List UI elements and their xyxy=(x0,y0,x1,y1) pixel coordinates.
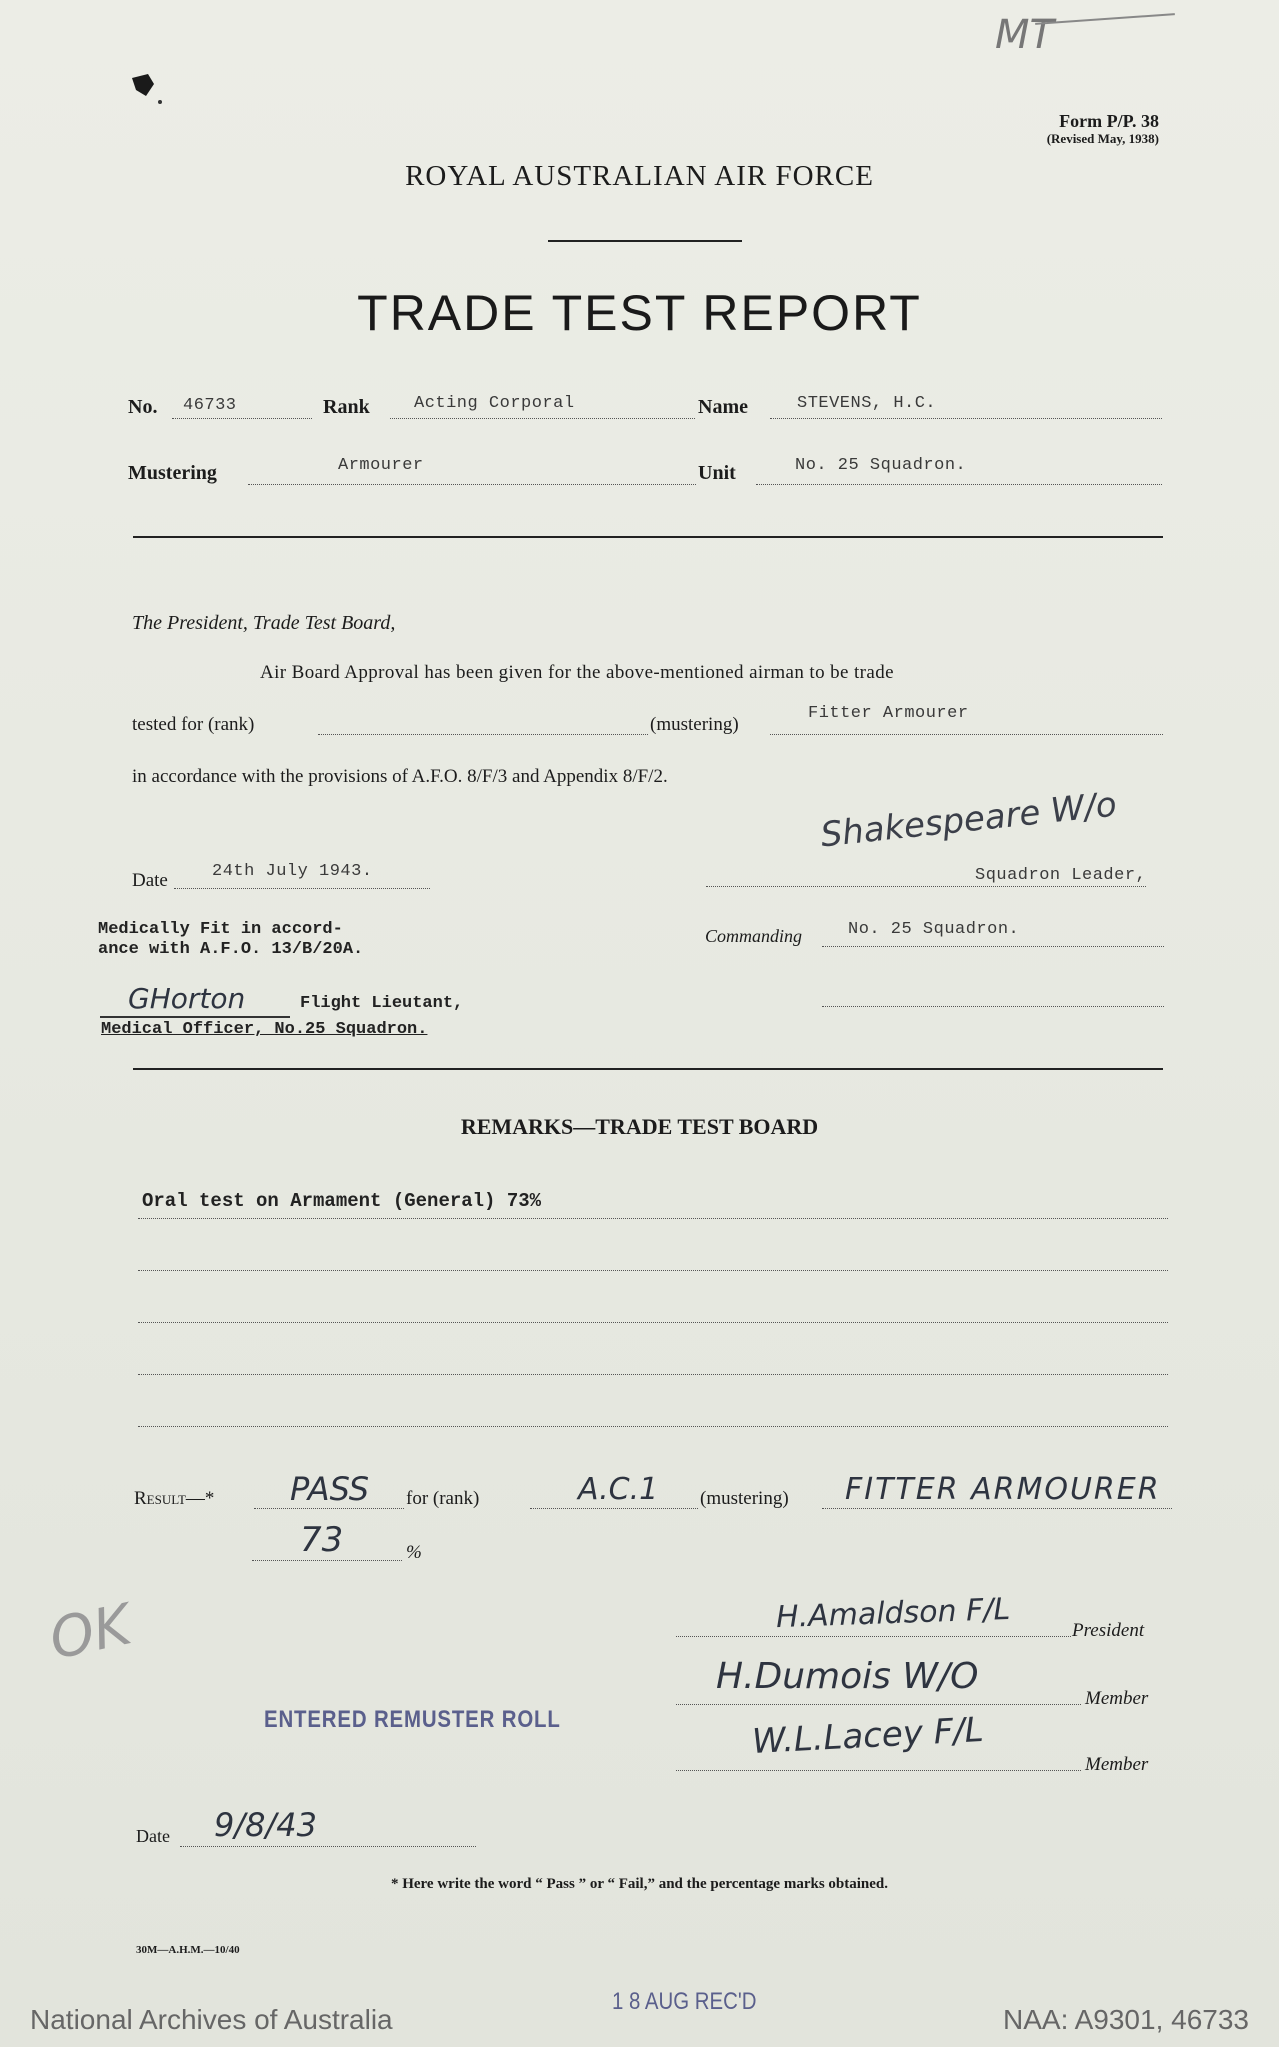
approval-date-value: 24th July 1943. xyxy=(212,862,373,881)
rank-label: Rank xyxy=(323,396,370,418)
result-percent-sign: % xyxy=(406,1542,422,1563)
member-1-label: Member xyxy=(1085,1688,1149,1709)
print-code: 30M—A.H.M.—10/40 xyxy=(136,1944,240,1956)
unit-label: Unit xyxy=(698,462,736,484)
member-2-signature: W.L.Lacey F/L xyxy=(751,1709,985,1763)
footer-date-value: 9/8/43 xyxy=(214,1806,317,1844)
medical-officer-signature: GHorton xyxy=(128,982,246,1015)
title-divider xyxy=(548,240,742,242)
provisions-line: in accordance with the provisions of A.F.O. 8/F/3 and Appendix 8/F/2. xyxy=(132,766,668,787)
approval-line xyxy=(260,662,894,684)
corner-initials-stroke xyxy=(1035,13,1175,25)
medical-signature-rule xyxy=(100,1016,290,1018)
approval-date-label: Date xyxy=(132,870,168,891)
president-signature: H.Amaldson F/L xyxy=(775,1591,1011,1636)
section-divider-1 xyxy=(133,536,1163,538)
member-2-label: Member xyxy=(1085,1754,1149,1775)
form-id: Form P/P. 38 xyxy=(1059,111,1159,131)
name-value: STEVENS, H.C. xyxy=(797,394,937,413)
tested-for-mustering-label: (mustering) xyxy=(650,714,739,735)
result-mustering-value: FITTER ARMOURER xyxy=(845,1472,1161,1507)
footer-date-label: Date xyxy=(136,1826,170,1846)
member-1-signature: H.Dumois W/O xyxy=(716,1656,979,1697)
rank-value: Acting Corporal xyxy=(414,394,575,413)
result-for-rank-label: for (rank) xyxy=(406,1488,480,1509)
tested-for-rank-label: tested for (rank) xyxy=(132,714,255,735)
ok-pencil-mark: OK xyxy=(44,1592,137,1673)
corner-initials: MT xyxy=(995,12,1054,58)
remarks-heading: REMARKS—TRADE TEST BOARD xyxy=(460,1114,819,1139)
ink-blot-mark xyxy=(120,60,170,120)
archive-reference: NAA: A9301, 46733 xyxy=(1003,2004,1249,2035)
result-pass-value: PASS xyxy=(290,1470,370,1508)
medical-officer-rank: Flight Lieutant, xyxy=(300,994,464,1013)
addressee: The President, Trade Test Board, xyxy=(132,612,396,634)
form-id-block xyxy=(1047,112,1159,148)
medical-officer-office: Medical Officer, No.25 Squadron. xyxy=(101,1020,428,1039)
mustering-label: Mustering xyxy=(128,462,217,484)
commanding-label: Commanding xyxy=(705,926,803,946)
received-date-stamp: 1 8 AUG REC'D xyxy=(612,1988,757,2015)
footnote: * Here write the word “ Pass ” or “ Fail,” and the percentage marks obtained. xyxy=(390,1876,889,1892)
president-label: President xyxy=(1072,1620,1145,1641)
unit-value: No. 25 Squadron. xyxy=(795,456,967,475)
entered-remuster-roll-stamp: ENTERED REMUSTER ROLL xyxy=(264,1706,561,1733)
section-divider-2 xyxy=(133,1068,1163,1070)
mustering-value: Armourer xyxy=(338,456,424,475)
form-revised: (Revised May, 1938) xyxy=(1046,131,1159,146)
medical-line-2: ance with A.F.O. 13/B/20A. xyxy=(98,940,364,959)
medical-fitness-note xyxy=(98,920,363,960)
squadron-leader-signature: Shakespeare W/o xyxy=(818,784,1119,856)
result-label: Result—* xyxy=(134,1488,215,1509)
remarks-text: Oral test on Armament (General) 73% xyxy=(142,1190,542,1212)
approval-text: Air Board Approval has been given for the above-mentioned airman to be trade xyxy=(260,662,894,683)
archive-name: National Archives of Australia xyxy=(30,2004,393,2035)
commanding-value: No. 25 Squadron. xyxy=(848,920,1020,939)
result-rank-value: A.C.1 xyxy=(578,1472,659,1507)
signatory-title: Squadron Leader, xyxy=(975,866,1147,885)
page-title: TRADE TEST REPORT xyxy=(357,285,922,341)
tested-mustering-value: Fitter Armourer xyxy=(808,704,969,723)
org-name: ROYAL AUSTRALIAN AIR FORCE xyxy=(405,160,874,192)
no-label: No. xyxy=(128,396,158,418)
medical-line-1: Medically Fit in accord- xyxy=(98,920,343,939)
result-mustering-label: (mustering) xyxy=(700,1488,789,1509)
no-value: 46733 xyxy=(183,396,237,415)
result-percent-value: 73 xyxy=(300,1520,344,1560)
name-label: Name xyxy=(698,396,748,418)
